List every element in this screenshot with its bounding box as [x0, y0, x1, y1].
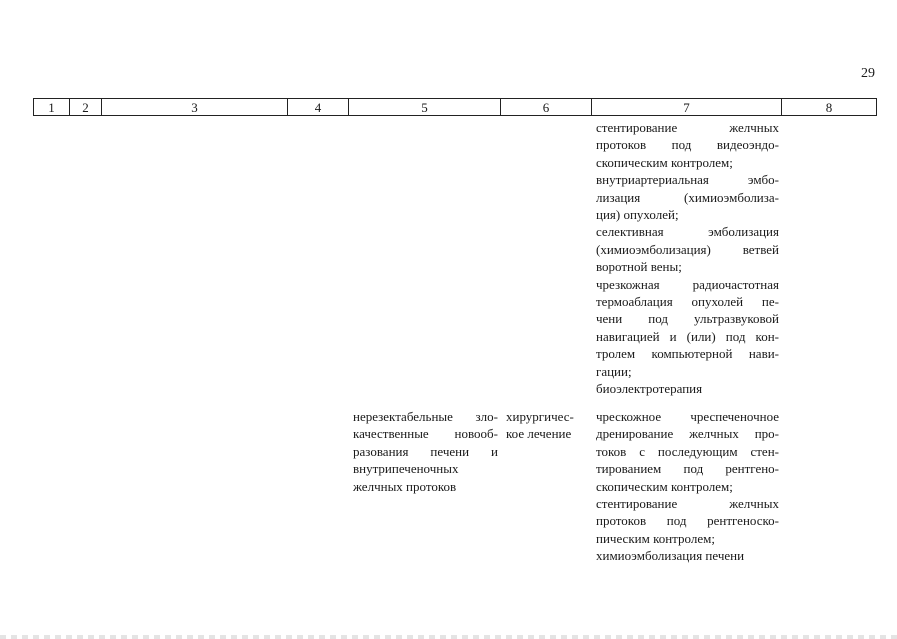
text-line: пическим контролем; [596, 530, 715, 546]
text-line: тированием под рентгено- [596, 461, 779, 477]
text-line: химиоэмболизация печени [596, 548, 745, 564]
text-line: селективная эмболизация [596, 224, 779, 240]
treatment-methods-block-1 [596, 119, 779, 398]
text-line: скопическим контролем; [596, 478, 733, 494]
text-line: термоаблация опухолей пе- [596, 294, 779, 310]
text-line: протоков под рентгеноско- [596, 513, 779, 529]
text-line: токов с последующим стен- [596, 443, 779, 459]
text-line: скопическим контролем; [596, 154, 733, 170]
text-line: разования печени и [353, 443, 498, 459]
text-line: чени под ультразвуковой [596, 311, 779, 327]
text-line: хирургичес- [506, 409, 574, 424]
text-line: навигацией и (или) под кон- [596, 328, 779, 344]
text-line: лизация (химиоэмболиза- [596, 189, 779, 205]
column-number-4: 4 [288, 99, 349, 116]
diagnosis-cell [353, 408, 498, 495]
text-line: внутрипеченочных [353, 461, 459, 477]
column-number-5: 5 [349, 99, 501, 116]
column-number-3: 3 [102, 99, 288, 116]
column-number-header [33, 98, 877, 116]
text-line: желчных протоков [353, 478, 457, 494]
text-line: кое лечение [506, 426, 572, 442]
text-line: воротной вены; [596, 259, 682, 275]
text-line: ция) опухолей; [596, 207, 679, 223]
text-line: тролем компьютерной нави- [596, 346, 779, 362]
column-number-8: 8 [782, 99, 877, 116]
treatment-methods-block-2 [596, 408, 779, 565]
text-line: качественные новооб- [353, 426, 498, 442]
column-number-1: 1 [34, 99, 70, 116]
text-line: стентирование желчных [596, 120, 779, 135]
text-line: (химиоэмболизация) ветвей [596, 241, 779, 257]
column-number-7: 7 [592, 99, 782, 116]
column-number-2: 2 [70, 99, 102, 116]
text-line: чрескожное чреспеченочное [596, 409, 779, 424]
text-line: гации; [596, 363, 632, 379]
text-line: нерезектабельные зло- [353, 409, 498, 424]
text-line: дренирование желчных про- [596, 426, 779, 442]
text-line: чрезкожная радиочастотная [596, 276, 779, 292]
treatment-type-cell [506, 408, 586, 443]
text-line: внутриартериальная эмбо- [596, 172, 779, 188]
text-line: биоэлектротерапия [596, 381, 703, 397]
page-number: 29 [861, 66, 875, 81]
text-line: стентирование желчных [596, 496, 779, 512]
scan-edge-artifact [0, 635, 897, 639]
column-number-6: 6 [501, 99, 592, 116]
text-line: протоков под видеоэндо- [596, 137, 779, 153]
